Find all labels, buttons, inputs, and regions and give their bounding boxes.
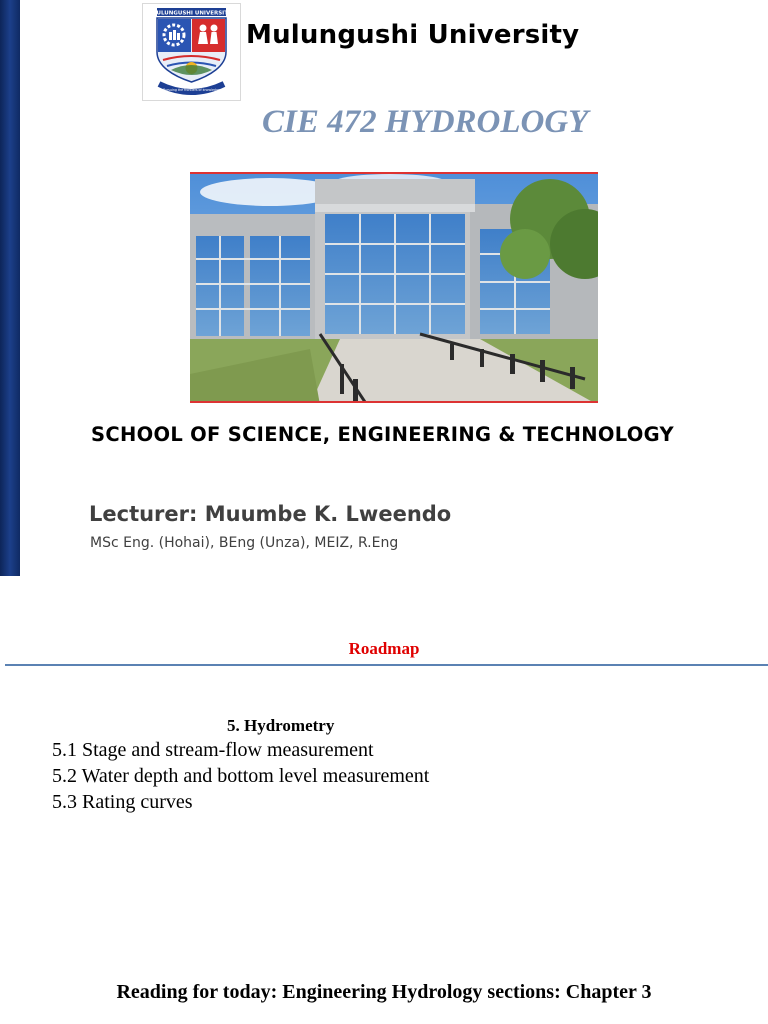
logo-banner-text: MULUNGUSHI UNIVERSITY [151, 10, 232, 17]
school-name: SCHOOL OF SCIENCE, ENGINEERING & TECHNOLOGY [91, 423, 674, 446]
section-heading: 5. Hydrometry [227, 716, 335, 735]
logo-motto-text: Pursuing the frontiers of knowledge [163, 88, 220, 92]
course-title: CIE 472 HYDROLOGY [262, 104, 589, 140]
list-item: 5.3 Rating curves [52, 791, 193, 813]
campus-building-photo [190, 172, 598, 403]
university-crest-icon [142, 3, 241, 101]
list-item: 5.2 Water depth and bottom level measurement [52, 765, 430, 787]
lecturer-name: Lecturer: Muumbe K. Lweendo [89, 502, 452, 526]
section-divider [5, 664, 768, 666]
roadmap-title: Roadmap [348, 639, 420, 658]
list-item: 5.1 Stage and stream-flow measurement [52, 739, 374, 761]
lecturer-qualifications: MSc Eng. (Hohai), BEng (Unza), MEIZ, R.Eng [90, 535, 399, 551]
left-accent-bar [0, 0, 20, 576]
reading-assignment: Reading for today: Engineering Hydrology sections: Chapter 3 [116, 981, 652, 1003]
university-name: Mulungushi University [246, 20, 580, 50]
topic-list [52, 738, 429, 816]
